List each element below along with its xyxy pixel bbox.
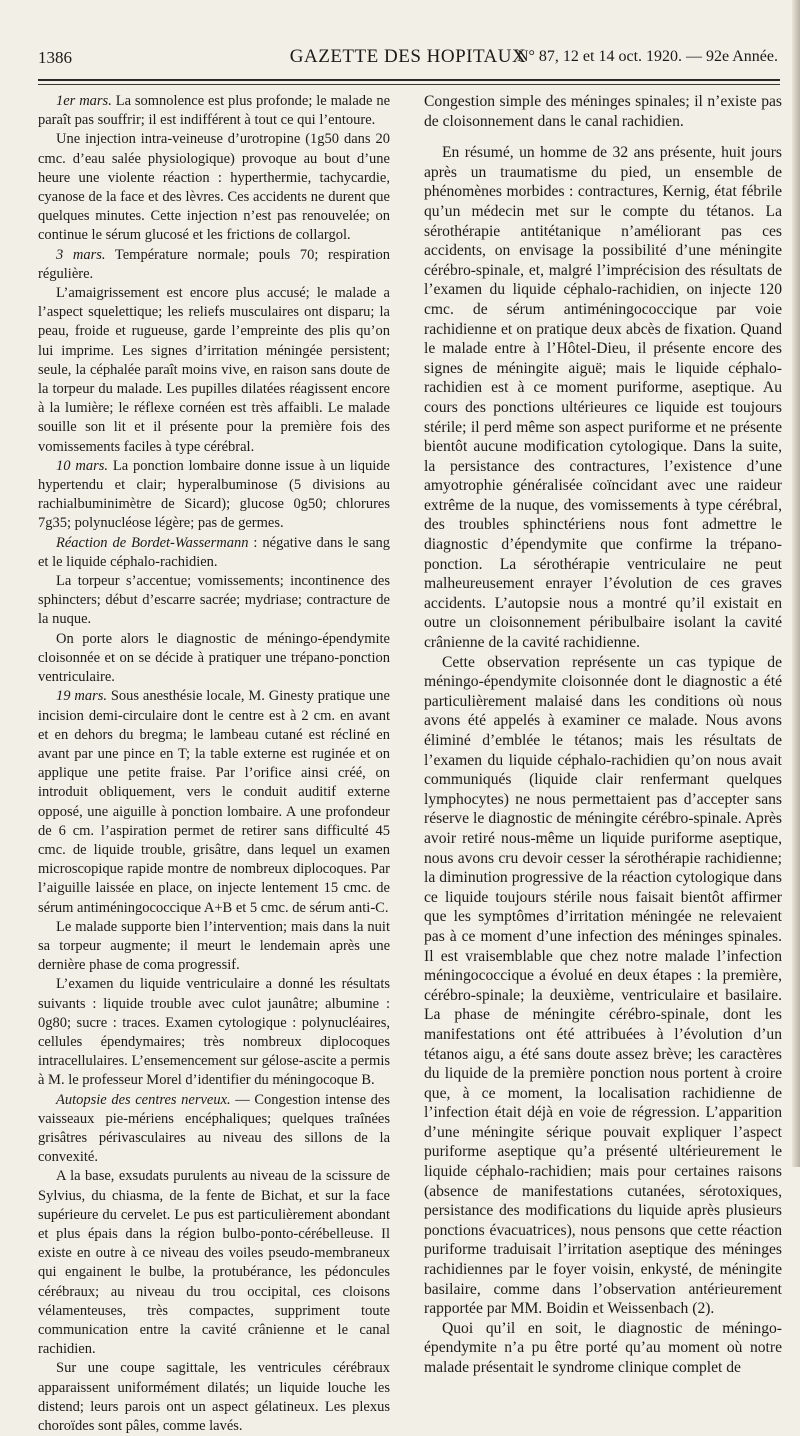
paragraph <box>38 534 390 572</box>
header-rule-thin <box>38 84 780 85</box>
paragraph <box>424 653 782 1319</box>
paragraph-text: Quoi qu’il en soit, le diagnostic de méningo-épendymite n’a pu être porté qu’au moment où notre malade présentait le syndrome clinique complet de <box>424 1319 782 1376</box>
paragraph-text: On porte alors le diagnostic de méningo-épendymite cloisonnée et on se décide à pratiquer une trépano-ponction ventriculaire. <box>38 630 390 686</box>
paragraph-text: Une injection intra-veineuse d’urotropine (1g50 dans 20 cmc. d’eau salée physiologique) provoque au bout d’une heure une violente réaction : hyperthermie, tachycardie, cyanose de la face et des lèvres. Ces accidents ne durent que quelques minutes. Cette injection n’est pas renouvelée; on continue le sérum glucosé et les frictions de collargol. <box>38 131 390 244</box>
paragraph-text: — Congestion intense des vaisseaux pie-mériens encéphaliques; quelques traînées grisâtres périvasculaires au niveau des sillons de la convexité. <box>38 1091 390 1166</box>
paragraph <box>38 918 390 976</box>
date-lead: 10 mars. <box>56 457 108 474</box>
paragraph <box>38 457 390 534</box>
paragraph <box>38 284 390 457</box>
binding-edge <box>792 0 800 1167</box>
paragraph <box>38 572 390 630</box>
paragraph-text: L’examen du liquide ventriculaire a donné les résultats suivants : liquide trouble avec culot jaunâtre; albumine : 0g80; sucre : traces. Examen cytologique : polynucléaires, cellules épendymaires; très nombreux diplocoques intracellulaires. L’ensemencement sur gélose-ascite a permis à M. le professeur Morel d’identifier du méningocoque B. <box>38 976 390 1089</box>
paragraph-text: La torpeur s’accentue; vomissements; incontinence des sphincters; début d’escarre sacrée; mydriase; contracture de la nuque. <box>38 573 390 628</box>
paragraph-text: La somnolence est plus profonde; le malade ne paraît pas souffrir; il est indifférent à tout ce qui l’entoure. <box>38 93 391 129</box>
paragraph-text: Le malade supporte bien l’intervention; mais dans la nuit sa torpeur augmente; il meurt le lendemain après une dernière phase de coma progressif. <box>38 918 390 974</box>
journal-title: GAZETTE DES HOPITAUX <box>289 46 527 67</box>
date-lead: 1er mars. <box>56 93 112 109</box>
paragraph-text: Sous anesthésie locale, M. Ginesty pratique une incision demi-circulaire dont le centre est à 2 cm. en avant et en dehors du bregma; le lambeau cutané est récliné en avant par une pince en T; la table externe est ruginée et on applique une petite fraise. Par l’orifice ainsi créé, on introduit obliquement, vers le conduit auditif externe opposé, une aiguille à ponction lombaire. A une profondeur de 6 cm. l’aspiration permet de retirer sans difficulté 45 cmc. de liquide trouble, grisâtre, dans lequel un examen microscopique rapide montre de nombreux diplocoques. Par l’aiguille laissée en place, on injecte lentement 15 cmc. de sérum antiméningococcique A+B et 5 cmc. de sérum anti-C. <box>38 688 390 916</box>
paragraph-text: : négative dans le sang et le liquide céphalo-rachidien. <box>38 534 390 570</box>
date-lead: 3 mars. <box>56 246 106 263</box>
paragraph-text: Cette observation représente un cas typique de méningo-épendymite cloisonnée dont le diagnostic a été particulièrement malaisé dans les conditions où nous avons été appelés à examiner ce malade. Nous avons éliminé d’emblée le tétanos; mais les résultats de l’examen du liquide céphalo-rachidien qu’on nous avait communiqués (liquide clair renfermant quelques lymphocytes) ne nous permettaient pas d’accepter sans réserve le diagnostic de méningite cérébro-spinale. Après avoir retiré nous-même un liquide puriforme aseptique, nous avons cru devoir cesser la sérothérapie rachidienne; la diminution progressive de la réaction cytologique dans ce liquide toujours stérile nous faisait bientôt affirmer que les symptômes d’irritation méningée ne relevaient pas à ce moment d’une infection des méninges spinales. Il est vraisemblable que chez notre malade l’infection méningococcique a évolué en deux étapes : la première, cérébro-spinale; la deuxième, ventriculaire et basilaire. La phase de méningite cérébro-spinale, dont les manifestations ont été attribuées à l’évolution d’un tétanos aigu, a été sans doute assez brève; les caractères du liquide de la première ponction nous portent à croire que, à ce moment, la localisation rachidienne de l’infection était déjà en voie de régression. L’apparition d’une méningite sérique pouvait expliquer l’aspect puriforme aseptique qu’a présenté ultérieurement le liquide céphalo-rachidien; mais pour certaines raisons (absence de manifestations cutanées, sérotoxiques, persistance des modifications du liquide après plusieurs ponctions évacuatrices), nous pensons que cette réaction puriforme traduisait l’irritation aseptique des méninges rachidiennes par le foyer voisin, enkysté, de méningite basilaire, comme dans l’observation antérieurement rapportée par MM. Boidin et Weissenbach (2). <box>424 653 782 1318</box>
paragraph <box>424 92 782 131</box>
paragraph <box>38 630 390 688</box>
paragraph-text: L’amaigrissement est encore plus accusé; le malade a l’aspect squelettique; les reliefs musculaires ont disparu; la peau, froide et rugueuse, garde l’empreinte des plis qu’on lui imprime. Les signes d’irritation méningée persistent; seule, la céphalée paraît moins vive, en raison sans doute de la torpeur du malade. Les pupilles dilatées réagissent encore à la lumière; le réflexe cornéen est très affaibli. Le malade souille son lit et il présente pour la première fois des vomissements faciles à type cérébral. <box>38 285 390 455</box>
right-column <box>424 92 782 1378</box>
paragraph <box>38 1091 390 1168</box>
paragraph <box>38 1167 390 1359</box>
page-number: 1386 <box>38 48 72 67</box>
paragraph <box>38 92 390 130</box>
paragraph <box>38 1359 390 1436</box>
paragraph <box>38 975 390 1090</box>
left-column <box>38 92 390 1436</box>
date-lead: 19 mars. <box>56 688 107 705</box>
paragraph <box>424 143 782 652</box>
section-lead: Autopsie des centres nerveux. <box>56 1091 231 1108</box>
paragraph-text: Sur une coupe sagittale, les ventricules cérébraux apparaissent uniformément dilatés; un liquide louche les distend; leurs parois ont un aspect gélatineux. Les plexus choroïdes sont pâles, comme lavés. <box>38 1360 390 1435</box>
paragraph <box>38 130 390 245</box>
paragraph-text: Congestion simple des méninges spinales; il n’existe pas de cloisonnement dans le canal rachidien. <box>424 93 782 130</box>
issue-info: N° 87, 12 et 14 oct. 1920. — 92e Année. <box>516 48 778 65</box>
section-lead: Réaction de Bordet-Wassermann <box>56 534 249 551</box>
paragraph-text: Température normale; pouls 70; respiration régulière. <box>38 246 390 282</box>
paragraph-text: En résumé, un homme de 32 ans présente, huit jours après un traumatisme du pied, un ensemble de phénomènes morbides : contractures, Kernig, état fébrile qu’un médecin met sur le compte du tétanos. La sérothérapie antitétanique n’améliorant pas ces accidents, on envisage la possibilité d’une méningite cérébro-spinale, et, malgré l’imprécision des résultats de l’examen du liquide céphalo-rachidien, on injecte 120 cmc. de sérum antiméningococcique par voie rachidienne et on pratique deux abcès de fixation. Quand le malade entre à l’Hôtel-Dieu, il présente encore des signes de méningite aiguë; mais le liquide céphalo-rachidien est à ce moment puriforme, aseptique. Au cours des ponctions ultérieures ce liquide est toujours stérile; il perd même son aspect puriforme et ne présente bientôt aucune modification cytologique. Dans la suite, la persistance des contractures, l’existence d’une amyotrophie généralisée coïncidant avec une raideur extrême de la nuque, des vomissements à type cérébral, des troubles sphinctériens nous font admettre le diagnostic d’épendymite que confirme la trépano-ponction. La sérothérapie ventriculaire ne peut malheureusement enrayer l’évolution de ces graves accidents. L’autopsie nous a montré qu’il existait en outre un cloisonnement péribulbaire isolant la cavité crânienne de la cavité rachidienne. <box>424 144 782 652</box>
paragraph <box>38 687 390 917</box>
paragraph <box>38 246 390 284</box>
running-header <box>38 44 778 72</box>
paragraph-text: A la base, exsudats purulents au niveau de la scissure de Sylvius, du chiasma, de la fente de Bichat, et sur la face supérieure du cervelet. Le pus est particulièrement abondant et plus épais dans la région bulbo-ponto-cérébelleuse. Il existe en outre à ce niveau des voiles pseudo-membraneux qui engainent le bulbe, la protubérance, les pédoncules cérébraux; au niveau du trou occipital, ces cloisons vélamenteuses, très compactes, suppriment toute communication entre la cavité crânienne et le canal rachidien. <box>38 1168 390 1358</box>
paragraph-text: La ponction lombaire donne issue à un liquide hypertendu et clair; hyperalbuminose (5 divisions au rachialbuminimètre de Sicard); glucose 0g50; chlorures 7g35; polynucléose légère; pas de germes. <box>38 457 390 532</box>
header-rule-thick <box>38 79 780 81</box>
paragraph <box>424 1319 782 1378</box>
